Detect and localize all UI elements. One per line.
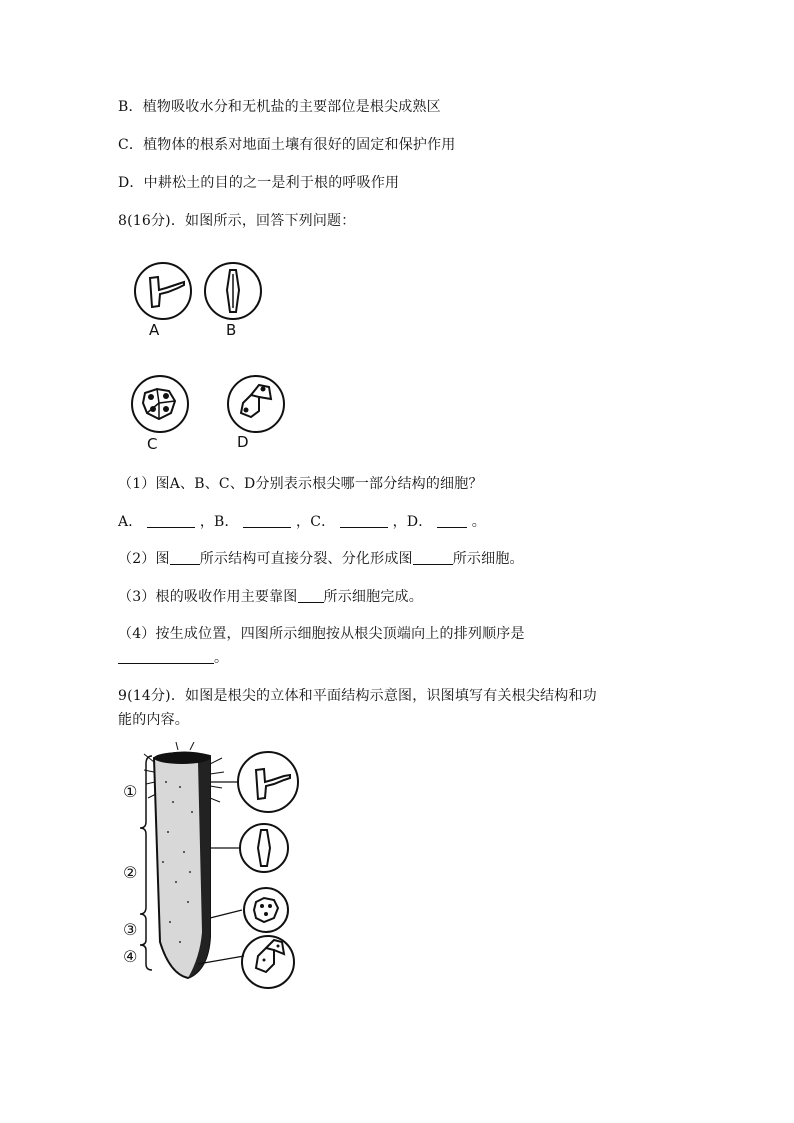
- option-d: D．中耕松土的目的之一是利于根的呼吸作用: [118, 175, 400, 191]
- cell-d-root-cap-image: [225, 373, 287, 435]
- answer-a-label: A．: [118, 514, 143, 530]
- sub4-end: 。: [214, 650, 229, 666]
- answer-d-label: ，D．: [392, 514, 433, 530]
- cell-c-meristem-image: [129, 373, 191, 435]
- q8-sub1-answers: [118, 511, 486, 531]
- sub3-text-a: （3）根的吸收作用主要靠图: [118, 589, 298, 605]
- cell-a-root-hair-image: [132, 260, 194, 322]
- sub3-text-b: 所示细胞完成。: [323, 589, 423, 605]
- cell-b-elongation-image: [202, 260, 264, 322]
- q8-sub4: （4）按生成位置，四图所示细胞按从根尖顶端向上的排列顺序是: [118, 626, 525, 642]
- q9-root-figure: [118, 742, 308, 992]
- q9-heading-line2: 能的内容。: [118, 712, 189, 728]
- q9-heading-line1: 9(14分)．如图是根尖的立体和平面结构示意图，识图填写有关根尖结构和功: [118, 688, 597, 704]
- q8-sub3: [118, 586, 423, 606]
- answer-d-blank[interactable]: [437, 513, 467, 528]
- answer-c-blank[interactable]: [340, 513, 388, 528]
- q8-sub2: [118, 548, 524, 568]
- label-c: C: [147, 435, 158, 453]
- answer-c-label: ，C．: [296, 514, 336, 530]
- sub2-text-c: 所示细胞。: [452, 551, 524, 567]
- label-a: A: [149, 321, 160, 339]
- option-b: B．植物吸收水分和无机盐的主要部位是根尖成熟区: [118, 99, 441, 115]
- sub2-text-b: 所示结构可直接分裂、分化形成图: [199, 551, 413, 567]
- q8-sub1: （1）图A、B、C、D分别表示根尖哪一部分结构的细胞？: [118, 476, 483, 492]
- answer-a-blank[interactable]: [147, 513, 195, 528]
- option-c: C．植物体的根系对地面土壤有很好的固定和保护作用: [118, 137, 456, 153]
- region-1-label: ①: [123, 782, 138, 801]
- answer-b-blank[interactable]: [243, 513, 291, 528]
- region-2-label: ②: [123, 863, 138, 882]
- q8-sub4-answer: [118, 647, 228, 667]
- sub4-blank[interactable]: [118, 649, 214, 664]
- label-b: B: [226, 321, 237, 339]
- answer-end: 。: [471, 514, 486, 530]
- region-4-label: ④: [123, 947, 138, 966]
- sub2-blank-1[interactable]: [170, 550, 200, 565]
- label-d: D: [237, 433, 249, 451]
- region-3-label: ③: [123, 920, 138, 939]
- q8-heading: 8(16分)．如图所示，回答下列问题：: [118, 213, 356, 229]
- sub2-text-a: （2）图: [118, 551, 170, 567]
- root-tip-illustration: [118, 742, 308, 992]
- q8-figure: [125, 255, 285, 455]
- sub2-blank-2[interactable]: [413, 550, 453, 565]
- answer-b-label: ，B．: [199, 514, 239, 530]
- sub3-blank[interactable]: [298, 588, 324, 603]
